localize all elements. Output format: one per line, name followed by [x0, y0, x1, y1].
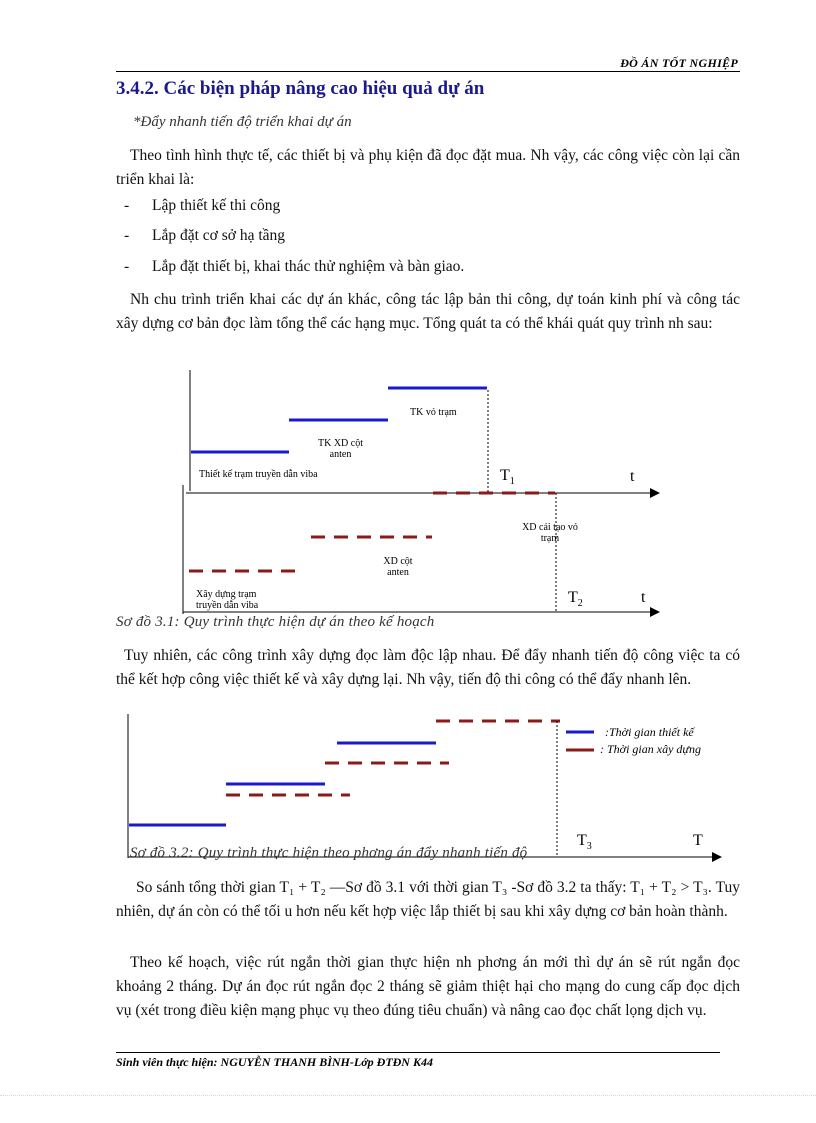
paragraph-3: Tuy nhiên, các công trình xây dựng đọc làm độc lập nhau. Để đẩy nhanh tiến độ công việc ta có thể kết hợp công việc thiết kế và xây dựng lại. Nh vậy, tiến độ thi công có thể đẩy nhanh lên.: [116, 647, 740, 688]
bullet-item-3: - Lắp đặt thiết bị, khai thác thử nghiệm và bàn giao.: [124, 258, 465, 275]
t2-text: T: [568, 589, 578, 606]
t3-text: T: [577, 832, 587, 849]
legend-design-label: :Thời gian thiết kế: [605, 725, 694, 739]
d1-top-axis-t: t: [630, 468, 635, 485]
d1-label-design-shelter: TK vỏ trạm: [410, 407, 457, 418]
t2-sub: 2: [577, 598, 583, 610]
paragraph-4: So sánh tổng thời gian T₁ + T₂ —Sơ đồ 3.1 với thời gian T₃ -Sơ đồ 3.2 ta thấy: T₁ + T₂ > T₃. Tuy nhiên, dự án còn có thể tối u hơn nếu kết hợp việc lắp thiết bị sau khi xây dựng cơ bản hoàn thành.: [116, 879, 740, 920]
running-header: ĐỒ ÁN TỐT NGHIỆP: [620, 56, 738, 70]
page-bottom-border: [0, 1095, 816, 1096]
d1-label-design-mast: TK XD cột anten: [318, 438, 363, 460]
d1-label-build-shelter: XD cải tạo vỏ trạm: [522, 522, 578, 544]
d2-t3-label: [577, 832, 592, 852]
bullet-text: Lập thiết kế thi công: [152, 197, 281, 214]
d1-label-design-station: Thiết kế trạm truyền dẫn viba: [199, 469, 318, 480]
footer-rule: [116, 1052, 720, 1053]
d1-bottom-axis-t: t: [641, 589, 646, 606]
d2-axis-arrow: [712, 852, 722, 862]
paragraph-5: Theo kế hoạch, việc rút ngắn thời gian thực hiện nh phơng án mới thì dự án sẽ rút ngắn đọc khoảng 2 tháng. Dự án đọc rút ngắn đọc 2 tháng sẽ giảm thiệt hại cho mạng do cung cấp đọc dịch vụ (xét trong điều kiện mạng phục vụ theo đúng tiêu chuẩn) và nâng cao đọc chất lọng dịch vụ.: [116, 954, 740, 1019]
bullet-item-1: - Lập thiết kế thi công: [124, 197, 281, 214]
diagram-2-caption: Sơ đồ 3.2: Quy trình thực hiện theo phơng án đẩy nhanh tiến độ: [130, 845, 528, 861]
d1-label-build-mast: XD cột anten: [383, 556, 413, 578]
t3-sub: 3: [586, 841, 592, 853]
d1-label-build-station: Xây dựng trạm truyền dẫn viba: [196, 589, 259, 611]
paragraph-1: Theo tình hình thực tế, các thiết bị và phụ kiện đã đọc đặt mua. Nh vậy, các công việc còn lại cần triển khai là:: [116, 147, 740, 188]
d2-axis-T: T: [693, 832, 703, 849]
footer-text: Sinh viên thực hiện: NGUYỄN THANH BÌNH-Lớp ĐTĐN K44: [116, 1055, 433, 1069]
section-title: 3.4.2. Các biện pháp nâng cao hiệu quả dự án: [116, 78, 485, 99]
diagram-1-caption: Sơ đồ 3.1: Quy trình thực hiện dự án theo kế hoạch: [116, 614, 435, 630]
bullet-item-2: - Lắp đặt cơ sở hạ tầng: [124, 227, 286, 244]
t1-text: T: [500, 467, 510, 484]
legend-build-label: : Thời gian xây dựng: [600, 742, 701, 756]
subheading: *Đẩy nhanh tiến độ triển khai dự án: [133, 114, 352, 130]
paragraph-2: Nh chu trình triển khai các dự án khác, công tác lập bản thi công, dự toán kinh phí và công tác xây dựng cơ bản đọc làm tổng thể các hạng mục. Tổng quát ta có thể khái quát quy trình nh sau:: [116, 291, 740, 332]
t1-sub: 1: [509, 476, 515, 488]
bullet-text: Lắp đặt cơ sở hạ tầng: [152, 227, 286, 244]
bullet-text: Lắp đặt thiết bị, khai thác thử nghiệm và bàn giao.: [152, 258, 465, 275]
